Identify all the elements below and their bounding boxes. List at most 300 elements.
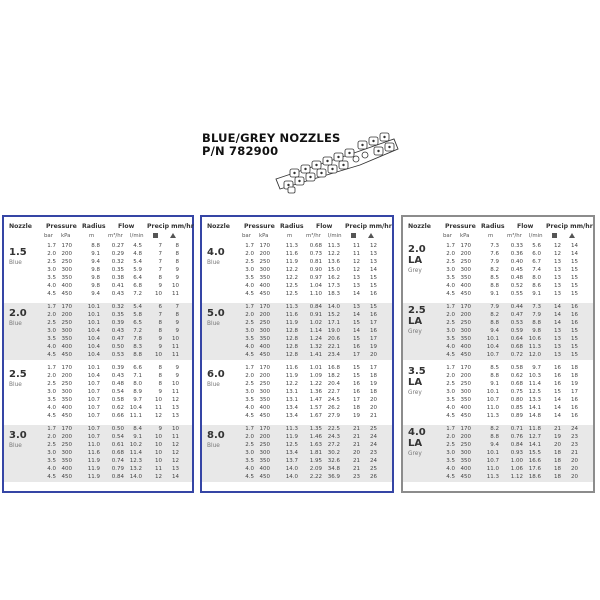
table-row [202, 388, 392, 396]
table-cell: 21 [370, 413, 377, 419]
table-row [202, 327, 392, 335]
table-cell: 200 [460, 373, 471, 379]
table-cell: 300 [259, 267, 270, 273]
table-cell: 23 [370, 450, 377, 456]
table-cell: 0.97 [309, 275, 322, 281]
table-cell: 24 [370, 458, 377, 464]
table-cell: 8.8 [490, 434, 499, 440]
table-cell: 2.09 [309, 466, 322, 472]
table-row [4, 327, 192, 335]
table-cell: 1.06 [510, 466, 523, 472]
table-cell: 13 [370, 251, 377, 257]
table-cell: 2.0 [245, 251, 254, 257]
triangle-spacing-icon [569, 233, 575, 240]
table-row [403, 465, 593, 473]
table-cell: 0.43 [111, 291, 124, 297]
table-cell: 10.4 [129, 405, 142, 411]
table-cell: 16 [571, 320, 578, 326]
table-cell: 2.5 [47, 320, 56, 326]
table-cell: 14.1 [528, 405, 541, 411]
table-cell: 4.5 [245, 291, 254, 297]
table-cell: 8 [158, 381, 162, 387]
table-cell: 1.32 [309, 344, 322, 350]
table-cell: 1.7 [245, 304, 254, 310]
table-row [403, 412, 593, 420]
table-cell: 10 [155, 442, 162, 448]
table-row [4, 274, 192, 282]
table-cell: 17 [353, 397, 360, 403]
table-cell: 12.8 [285, 328, 298, 334]
table-cell: 170 [61, 365, 72, 371]
subheader-lmin: l/min [328, 233, 342, 239]
table-cell: 8 [175, 243, 179, 249]
table-row [202, 290, 392, 298]
table-cell: 15 [571, 259, 578, 265]
table-row [403, 388, 593, 396]
header-radius: Radius [82, 223, 106, 230]
table-cell: 11.3 [327, 243, 340, 249]
table-cell: 9.7 [532, 365, 541, 371]
table-cell: 1.02 [309, 320, 322, 326]
table-cell: 20 [370, 397, 377, 403]
title-line-1: BLUE/GREY NOZZLES [202, 131, 341, 145]
table-cell: 7 [158, 312, 162, 318]
table-row [202, 457, 392, 465]
table-row [4, 266, 192, 274]
table-cell: 11.3 [528, 344, 541, 350]
table-cell: 16 [571, 304, 578, 310]
table-row [4, 433, 192, 441]
table-cell: 36.9 [327, 474, 340, 480]
table-cell: 7.9 [532, 312, 541, 318]
subheader-bar: bar [242, 233, 251, 239]
table-cell: 11 [353, 251, 360, 257]
table-cell: 16 [353, 389, 360, 395]
table-cell: 9 [175, 373, 179, 379]
table-cell: 200 [460, 434, 471, 440]
table-cell: 11.0 [486, 466, 499, 472]
table-cell: 10.1 [486, 450, 499, 456]
table-cell: 3.5 [47, 336, 56, 342]
table-cell: 250 [460, 442, 471, 448]
table-cell: 9 [175, 267, 179, 273]
table-cell: 0.45 [510, 267, 523, 273]
table-row [4, 473, 192, 481]
table-cell: 12.5 [528, 389, 541, 395]
table-cell: 250 [259, 442, 270, 448]
table-cell: 400 [61, 405, 72, 411]
table-cell: 11.0 [87, 442, 100, 448]
table-cell: 21 [353, 442, 360, 448]
table-cell: 6 [158, 304, 162, 310]
table-row [403, 425, 593, 433]
table-cell: 400 [61, 344, 72, 350]
table-cell: 20.4 [327, 381, 340, 387]
table-cell: 3.0 [245, 328, 254, 334]
table-row [403, 364, 593, 372]
table-cell: 0.84 [111, 474, 124, 480]
table-cell: 16 [353, 381, 360, 387]
table-row [202, 335, 392, 343]
table-row [4, 425, 192, 433]
table-cell: 400 [460, 283, 471, 289]
table-cell: 10 [155, 458, 162, 464]
table-row [403, 250, 593, 258]
table-row [202, 303, 392, 311]
table-cell: 15 [353, 320, 360, 326]
title-line-2: P/N 782900 [202, 144, 279, 158]
table-row [403, 335, 593, 343]
table-cell: 1.01 [309, 365, 322, 371]
table-cell: 17 [571, 389, 578, 395]
table-cell: 14 [571, 243, 578, 249]
table-cell: 5.9 [133, 267, 142, 273]
table-cell: 14 [370, 267, 377, 273]
table-row [4, 380, 192, 388]
table-cell: 3.5 [245, 275, 254, 281]
table-cell: 18 [370, 389, 377, 395]
table-row [4, 412, 192, 420]
table-cell: 10.7 [87, 397, 100, 403]
table-cell: 9 [158, 426, 162, 432]
table-cell: 18 [554, 450, 561, 456]
table-cell: 200 [460, 312, 471, 318]
table-cell: 13.2 [129, 466, 142, 472]
table-cell: 11.6 [285, 365, 298, 371]
table-cell: 10.7 [87, 405, 100, 411]
table-row [202, 404, 392, 412]
table-cell: 4.5 [245, 352, 254, 358]
table-cell: 15 [571, 267, 578, 273]
table-cell: 18.2 [327, 373, 340, 379]
table-cell: 5.4 [133, 259, 142, 265]
nozzle-size: 5.0 [207, 308, 225, 319]
table-cell: 1.46 [309, 434, 322, 440]
table-cell: 20 [571, 466, 578, 472]
table-cell: 6.8 [133, 283, 142, 289]
table-cell: 2.5 [47, 259, 56, 265]
table-cell: 2.0 [446, 251, 455, 257]
table-cell: 4.0 [446, 344, 455, 350]
nozzle-table-panel-1 [2, 215, 194, 493]
table-cell: 16 [571, 312, 578, 318]
table-cell: 24 [370, 434, 377, 440]
table-cell: 300 [61, 389, 72, 395]
table-cell: 3.5 [446, 458, 455, 464]
table-cell: 11.9 [285, 320, 298, 326]
table-cell: 400 [460, 344, 471, 350]
table-cell: 14 [554, 304, 561, 310]
table-cell: 13.4 [285, 405, 298, 411]
table-cell: 0.43 [111, 328, 124, 334]
table-cell: 11 [155, 405, 162, 411]
table-cell: 16 [554, 381, 561, 387]
table-cell: 2.5 [446, 259, 455, 265]
table-cell: 15 [370, 283, 377, 289]
table-cell: 11.9 [285, 373, 298, 379]
table-row [202, 364, 392, 372]
table-cell: 0.44 [510, 304, 523, 310]
table-cell: 9.4 [91, 291, 100, 297]
table-cell: 4.8 [133, 251, 142, 257]
table-cell: 170 [259, 365, 270, 371]
table-cell: 11 [353, 243, 360, 249]
table-cell: 0.35 [111, 312, 124, 318]
table-cell: 22.7 [327, 389, 340, 395]
table-cell: 3.5 [47, 397, 56, 403]
table-cell: 14 [172, 474, 179, 480]
table-cell: 350 [61, 397, 72, 403]
table-cell: 0.61 [111, 442, 124, 448]
table-cell: 14 [554, 312, 561, 318]
table-cell: 0.39 [111, 365, 124, 371]
table-cell: 12.8 [285, 336, 298, 342]
table-cell: 10 [155, 450, 162, 456]
table-cell: 10.7 [87, 381, 100, 387]
table-cell: 12.2 [285, 381, 298, 387]
table-row [202, 266, 392, 274]
table-cell: 4.5 [133, 243, 142, 249]
nozzle-group [4, 425, 192, 482]
table-cell: 16 [571, 413, 578, 419]
table-cell: 250 [61, 259, 72, 265]
header-flow: Flow [517, 223, 534, 230]
table-row [4, 364, 192, 372]
table-cell: 17 [370, 365, 377, 371]
table-row [4, 388, 192, 396]
table-cell: 10.7 [87, 389, 100, 395]
table-cell: 400 [259, 344, 270, 350]
table-cell: 15.2 [327, 312, 340, 318]
nozzle-color: Blue [207, 260, 220, 266]
table-cell: 350 [259, 458, 270, 464]
table-cell: 3.5 [446, 397, 455, 403]
table-cell: 0.84 [309, 304, 322, 310]
table-cell: 13 [554, 328, 561, 334]
table-cell: 13 [370, 259, 377, 265]
table-cell: 11.6 [87, 450, 100, 456]
table-cell: 17 [370, 336, 377, 342]
table-cell: 8.6 [532, 283, 541, 289]
table-cell: 11.9 [87, 474, 100, 480]
table-cell: 10 [172, 381, 179, 387]
table-row [403, 266, 593, 274]
table-cell: 0.27 [111, 243, 124, 249]
table-cell: 9 [158, 283, 162, 289]
table-cell: 450 [259, 474, 270, 480]
table-cell: 8.2 [490, 267, 499, 273]
nozzle-group [4, 303, 192, 360]
table-cell: 0.35 [111, 267, 124, 273]
table-row [202, 242, 392, 250]
table-cell: 6.0 [532, 251, 541, 257]
table-cell: 200 [460, 251, 471, 257]
table-cell: 300 [61, 450, 72, 456]
table-cell: 1.7 [47, 365, 56, 371]
table-cell: 14.0 [285, 466, 298, 472]
table-cell: 170 [61, 304, 72, 310]
table-cell: 19 [370, 344, 377, 350]
table-cell: 1.22 [309, 381, 322, 387]
table-cell: 4.5 [47, 291, 56, 297]
table-cell: 250 [61, 442, 72, 448]
table-row [202, 372, 392, 380]
table-cell: 0.48 [510, 275, 523, 281]
table-cell: 3.5 [245, 397, 254, 403]
table-row [403, 242, 593, 250]
subheader-bar: bar [443, 233, 452, 239]
table-cell: 8.8 [490, 283, 499, 289]
nozzle-group [202, 425, 392, 482]
table-cell: 1.95 [309, 458, 322, 464]
table-cell: 27.2 [327, 442, 340, 448]
nozzle-tray-illustration [270, 127, 400, 197]
header-precip: Precip mm/hr [546, 223, 593, 230]
table-cell: 1.7 [446, 243, 455, 249]
table-cell: 15 [370, 275, 377, 281]
table-cell: 16 [554, 373, 561, 379]
table-cell: 300 [259, 389, 270, 395]
table-cell: 0.93 [510, 450, 523, 456]
table-cell: 16 [370, 291, 377, 297]
table-cell: 300 [61, 267, 72, 273]
table-cell: 12.8 [285, 352, 298, 358]
table-cell: 14.8 [528, 413, 541, 419]
table-row [403, 441, 593, 449]
table-cell: 16 [370, 328, 377, 334]
table-cell: 450 [61, 291, 72, 297]
table-cell: 2.0 [446, 312, 455, 318]
table-cell: 18 [571, 365, 578, 371]
table-cell: 11.4 [129, 450, 142, 456]
table-cell: 2.5 [245, 442, 254, 448]
table-cell: 8.8 [532, 320, 541, 326]
table-cell: 8.8 [490, 320, 499, 326]
table-cell: 17 [370, 320, 377, 326]
table-cell: 9 [158, 389, 162, 395]
table-cell: 14.0 [129, 474, 142, 480]
table-cell: 16 [571, 397, 578, 403]
table-cell: 14 [353, 312, 360, 318]
table-cell: 0.68 [510, 381, 523, 387]
table-cell: 4.5 [47, 352, 56, 358]
table-cell: 450 [259, 291, 270, 297]
table-row [403, 303, 593, 311]
table-cell: 14 [353, 328, 360, 334]
table-cell: 12.2 [327, 251, 340, 257]
table-row [403, 396, 593, 404]
table-cell: 5.4 [133, 304, 142, 310]
table-cell: 14 [554, 413, 561, 419]
table-cell: 6.4 [133, 275, 142, 281]
table-cell: 17.1 [327, 320, 340, 326]
table-cell: 170 [259, 304, 270, 310]
nozzle-color: Blue [207, 443, 220, 449]
table-cell: 15 [571, 352, 578, 358]
table-cell: 4.0 [245, 344, 254, 350]
nozzle-size: 2.0 [9, 308, 27, 319]
table-cell: 3.0 [446, 450, 455, 456]
table-cell: 9 [158, 344, 162, 350]
table-cell: 10.1 [486, 336, 499, 342]
table-cell: 4.5 [446, 474, 455, 480]
table-cell: 0.76 [510, 434, 523, 440]
table-cell: 7.9 [490, 304, 499, 310]
table-cell: 15.0 [327, 267, 340, 273]
table-cell: 13.1 [285, 389, 298, 395]
table-cell: 12 [554, 243, 561, 249]
table-cell: 170 [460, 304, 471, 310]
table-cell: 0.32 [111, 259, 124, 265]
table-cell: 13.4 [285, 450, 298, 456]
table-cell: 3.0 [446, 389, 455, 395]
subheader-bar: bar [44, 233, 53, 239]
table-cell: 8.3 [133, 344, 142, 350]
table-cell: 250 [460, 259, 471, 265]
table-cell: 300 [460, 328, 471, 334]
table-cell: 9.8 [91, 275, 100, 281]
square-spacing-icon [351, 233, 356, 240]
nozzle-size: 6.0 [207, 369, 225, 380]
table-cell: 400 [259, 466, 270, 472]
table-cell: 10.7 [87, 434, 100, 440]
table-row [4, 311, 192, 319]
table-cell: 12 [554, 251, 561, 257]
nozzle-group [403, 242, 593, 299]
table-cell: 200 [61, 373, 72, 379]
table-row [403, 282, 593, 290]
table-cell: 2.0 [446, 434, 455, 440]
table-row [4, 335, 192, 343]
table-cell: 19 [370, 381, 377, 387]
table-cell: 4.0 [446, 405, 455, 411]
table-cell: 7.4 [532, 267, 541, 273]
table-cell: 4.5 [446, 413, 455, 419]
table-cell: 20 [571, 474, 578, 480]
table-cell: 0.40 [510, 259, 523, 265]
table-cell: 21 [353, 434, 360, 440]
table-cell: 0.62 [111, 405, 124, 411]
table-cell: 1.09 [309, 373, 322, 379]
table-cell: 11.3 [285, 426, 298, 432]
table-cell: 1.14 [309, 328, 322, 334]
table-cell: 2.0 [47, 373, 56, 379]
nozzle-group [403, 303, 593, 360]
table-cell: 8.2 [490, 312, 499, 318]
table-cell: 10.7 [486, 397, 499, 403]
table-cell: 170 [460, 243, 471, 249]
square-spacing-icon [552, 233, 557, 240]
table-cell: 8.8 [91, 243, 100, 249]
table-cell: 0.80 [510, 397, 523, 403]
table-cell: 9.8 [91, 283, 100, 289]
table-cell: 2.0 [245, 312, 254, 318]
table-cell: 15 [370, 304, 377, 310]
table-cell: 4.0 [47, 283, 56, 289]
table-cell: 1.7 [446, 365, 455, 371]
table-cell: 1.24 [309, 336, 322, 342]
table-cell: 12 [353, 267, 360, 273]
table-cell: 1.7 [446, 426, 455, 432]
table-cell: 18 [353, 405, 360, 411]
table-cell: 15 [554, 389, 561, 395]
table-cell: 12 [155, 413, 162, 419]
table-row [202, 412, 392, 420]
table-cell: 170 [61, 426, 72, 432]
table-cell: 2.5 [47, 381, 56, 387]
table-cell: 15 [571, 291, 578, 297]
table-cell: 350 [61, 336, 72, 342]
